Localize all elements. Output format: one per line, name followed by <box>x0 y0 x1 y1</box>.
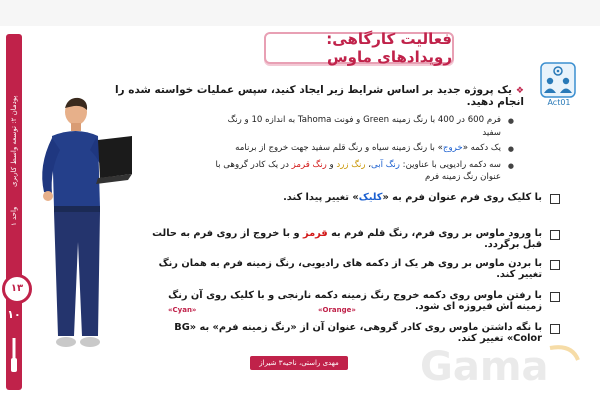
people-gear-icon <box>540 62 576 98</box>
task-text: با نگه داشتن ماوس روی کادر گروهی، عنوان آن از «رنگ زمینه فرم» به «BG Color» تغییر کند. <box>174 322 542 344</box>
requirement-text: فرم 600 در 400 با رنگ زمینه Green و فونت Tahoma به اندازه 10 و رنگ سفید <box>227 115 501 138</box>
bullet-icon: ● <box>507 145 514 153</box>
highlight-red: رنگ قرمز <box>291 159 327 170</box>
task-item <box>140 258 560 280</box>
text-part: » با رنگ زمینه سیاه و رنگ قلم سفید جهت خروج از برنامه <box>235 143 443 153</box>
chapter-circle: ۱۳ <box>2 274 32 304</box>
activity-label: Act01 <box>547 98 571 107</box>
task-text: با بردن ماوس بر روی هر یک از دکمه های رادیویی، رنگ زمینه فرم به همان رنگ تغییر کند. <box>158 258 542 280</box>
gama-logo-icon <box>400 338 596 390</box>
cyan-note: «Cyan» <box>168 306 197 314</box>
svg-text:Gama: Gama <box>420 344 549 390</box>
highlight-exit: خروج <box>442 143 463 153</box>
bullet-icon: ● <box>507 117 514 125</box>
intro-text <box>94 84 524 108</box>
intro-sentence: یک پروژه جدید بر اساس شرایط زیر ایجاد کنید، سپس عملیات خواسته شده را انجام دهید. <box>114 84 524 108</box>
highlight-yellow: رنگ زرد <box>336 159 366 170</box>
task-text <box>140 228 542 250</box>
requirement-text <box>235 142 501 155</box>
checkbox-square-icon <box>550 194 560 204</box>
text-part: و با خروج از روی فرم به حالت قبل برگردد. <box>152 228 542 250</box>
highlight-red-word: قرمز <box>303 228 328 239</box>
sidebar-section: واحد ۱ <box>10 206 18 226</box>
text-part: در یک کادر گروهی با عنوان رنگ زمینه فرم <box>215 159 501 182</box>
checkbox-square-icon <box>550 260 560 270</box>
checkbox-square-icon <box>550 324 560 334</box>
page-title: فعالیت کارگاهی: رویدادهای ماوس <box>326 30 452 66</box>
list-item <box>214 142 514 156</box>
checkbox-square-icon <box>550 230 560 240</box>
list-item <box>214 114 514 139</box>
title-box <box>264 32 454 64</box>
text-part: یک دکمه « <box>462 143 501 153</box>
diamond-bullet-icon: ❖ <box>515 86 524 96</box>
footer-author: مهدی راستی، ناحیه۳ شیراز <box>250 356 348 370</box>
orange-note: «Orange» <box>318 306 356 314</box>
text-part: » تغییر پیدا کند. <box>283 192 359 203</box>
text-part: با کلیک روی فرم عنوان فرم به « <box>382 192 542 203</box>
bullet-icon: ● <box>507 161 514 170</box>
requirements-list <box>214 114 514 187</box>
page-number: ۱۰ <box>7 308 21 321</box>
highlight-blue: رنگ آبی <box>371 159 400 170</box>
task-item <box>140 228 560 250</box>
text-part: و <box>326 159 337 170</box>
sidebar-book-title: پودمان ۲: توسعه واسط کاربری <box>10 95 18 187</box>
requirement-text <box>214 159 501 184</box>
text-part: ، <box>365 159 372 170</box>
checkbox-square-icon <box>550 292 560 302</box>
person-laptop-illustration <box>28 96 138 360</box>
task-item <box>140 192 560 204</box>
highlight-click: کلیک <box>358 192 383 203</box>
top-band <box>0 0 600 26</box>
list-item <box>214 159 514 184</box>
text-part: سه دکمه رادیویی با عناوین: <box>399 159 501 170</box>
text-part: با ورود ماوس بر روی فرم، رنگ قلم فرم به <box>327 228 542 239</box>
task-text <box>283 192 542 203</box>
task-text: با رفتن ماوس روی دکمه خروج رنگ زمینه دکمه نارنجی و با کلیک روی آن رنگ زمینه اش فیروزه ای شود. <box>168 290 542 312</box>
tool-icon <box>9 338 19 374</box>
